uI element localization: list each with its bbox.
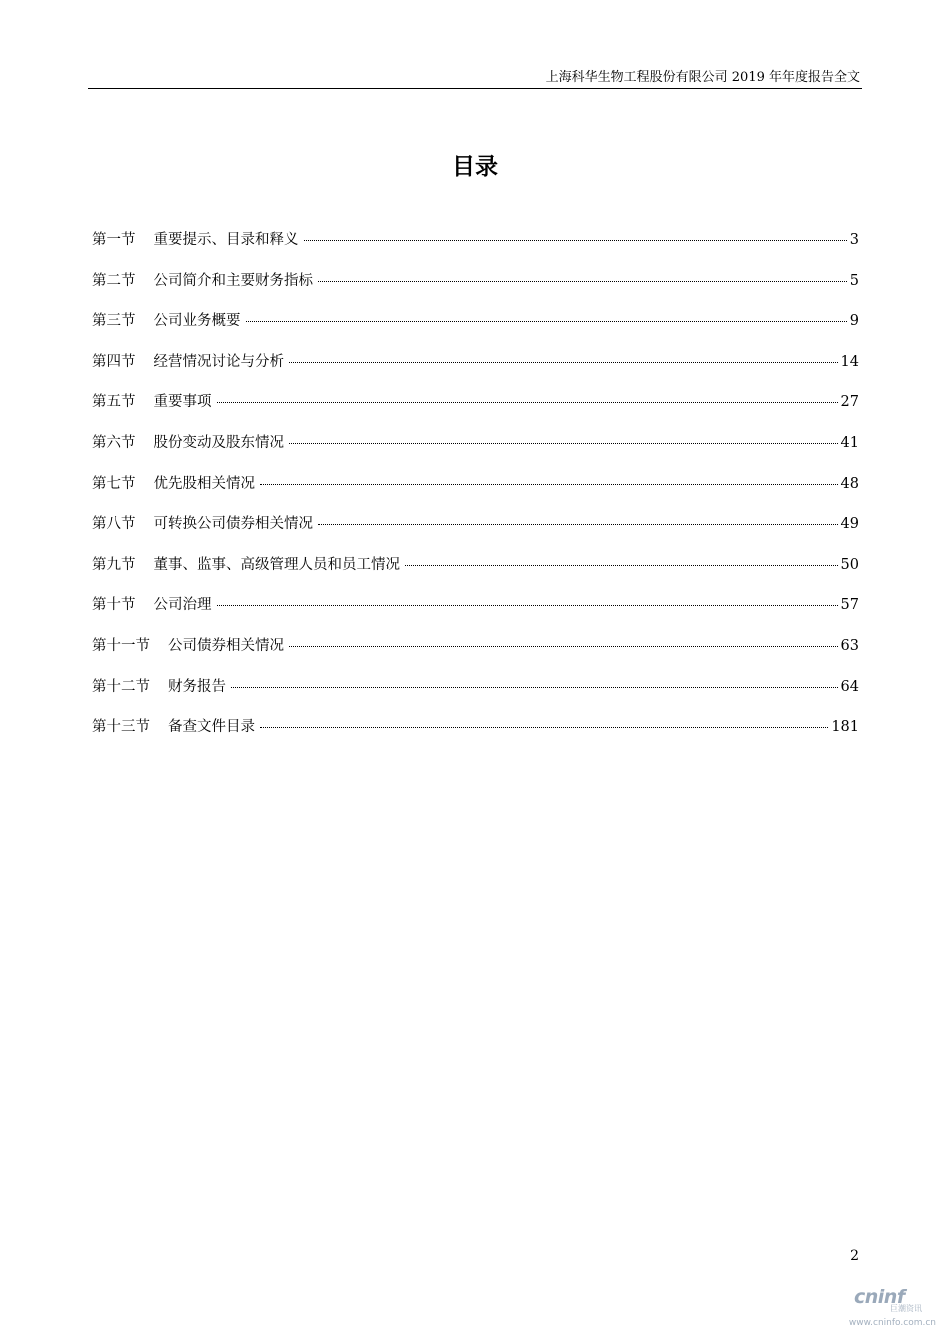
toc-section-name: 公司治理 [153, 597, 212, 614]
toc-entry-5[interactable] [92, 390, 859, 431]
toc-page-ref: 41 [840, 434, 859, 451]
toc-section-number: 第六节 [92, 434, 136, 451]
cninfo-logo [854, 1284, 936, 1314]
dot-leader [318, 524, 838, 525]
toc-section-number: 第十三节 [92, 719, 150, 736]
cninfo-url: www.cninfo.com.cn [848, 1318, 936, 1328]
toc-section-name: 优先股相关情况 [153, 475, 255, 492]
toc-section-name: 公司简介和主要财务指标 [153, 272, 313, 289]
toc-page-ref: 63 [840, 637, 859, 654]
dot-leader [318, 281, 847, 282]
toc-page-ref: 14 [840, 353, 859, 370]
toc-page-ref: 57 [840, 597, 859, 614]
cninfo-watermark [846, 1284, 936, 1332]
toc-page-ref: 64 [840, 678, 859, 695]
toc-section-number: 第三节 [92, 313, 136, 330]
toc-section-name: 经营情况讨论与分析 [153, 353, 284, 370]
toc-section-name: 备查文件目录 [168, 719, 255, 736]
toc-section-number: 第八节 [92, 516, 136, 533]
toc-section-name: 公司业务概要 [153, 313, 241, 330]
cninfo-logo-text: cninf [854, 1286, 905, 1308]
page-number: 2 [850, 1248, 859, 1264]
toc-section-name: 股份变动及股东情况 [153, 434, 284, 451]
toc-section-name: 重要事项 [153, 394, 212, 411]
toc-section-name: 重要提示、目录和释义 [153, 232, 299, 248]
toc-section-number: 第十一节 [92, 637, 150, 654]
toc-page-ref: 27 [840, 394, 859, 411]
toc-section-name: 董事、监事、高级管理人员和员工情况 [153, 556, 400, 573]
toc-entry-8[interactable] [92, 512, 859, 553]
dot-leader [260, 727, 828, 728]
toc-entry-4[interactable] [92, 350, 859, 391]
toc-entry-12[interactable] [92, 675, 859, 716]
toc-section-name: 财务报告 [168, 678, 226, 695]
toc-entry-2[interactable] [92, 269, 859, 310]
toc-section-number: 第二节 [92, 272, 136, 289]
toc-entry-6[interactable] [92, 431, 859, 472]
toc-section-name: 公司债券相关情况 [168, 637, 284, 654]
toc-page-ref: 50 [840, 556, 859, 573]
toc-section-name: 可转换公司债券相关情况 [153, 516, 313, 533]
dot-leader [289, 362, 838, 363]
dot-leader [217, 402, 838, 403]
dot-leader [304, 240, 847, 241]
toc-section-number: 第五节 [92, 394, 136, 411]
toc-title: 目录 [452, 154, 498, 180]
dot-leader [231, 687, 838, 688]
toc-entry-10[interactable] [92, 593, 859, 634]
toc-page-ref: 49 [840, 516, 859, 533]
dot-leader [289, 646, 838, 647]
toc-section-number: 第十节 [92, 597, 136, 614]
toc-section-number: 第一节 [92, 232, 136, 248]
running-title: 上海科华生物工程股份有限公司 2019 年年度报告全文 [545, 70, 860, 85]
toc-section-number: 第十二节 [92, 678, 150, 695]
toc-page-ref: 9 [849, 313, 859, 330]
toc-page-ref: 48 [840, 475, 859, 492]
toc-entry-11[interactable] [92, 634, 859, 675]
toc-page-ref: 181 [831, 719, 859, 736]
toc-section-number: 第七节 [92, 475, 136, 492]
dot-leader [289, 443, 838, 444]
toc-page-ref: 3 [849, 232, 859, 248]
toc-entry-9[interactable] [92, 553, 859, 594]
cninfo-logo-subtitle: 巨潮资讯 [890, 1304, 922, 1313]
page-header [88, 62, 862, 89]
dot-leader [260, 484, 838, 485]
toc-entry-13[interactable] [92, 715, 859, 756]
toc-entry-3[interactable] [92, 309, 859, 350]
toc-entry-7[interactable] [92, 472, 859, 513]
toc-entry-1[interactable] [92, 228, 859, 269]
table-of-contents [92, 228, 859, 756]
toc-section-number: 第九节 [92, 556, 136, 573]
toc-section-number: 第四节 [92, 353, 136, 370]
dot-leader [246, 321, 847, 322]
toc-page-ref: 5 [849, 272, 859, 289]
dot-leader [217, 605, 838, 606]
dot-leader [405, 565, 838, 566]
